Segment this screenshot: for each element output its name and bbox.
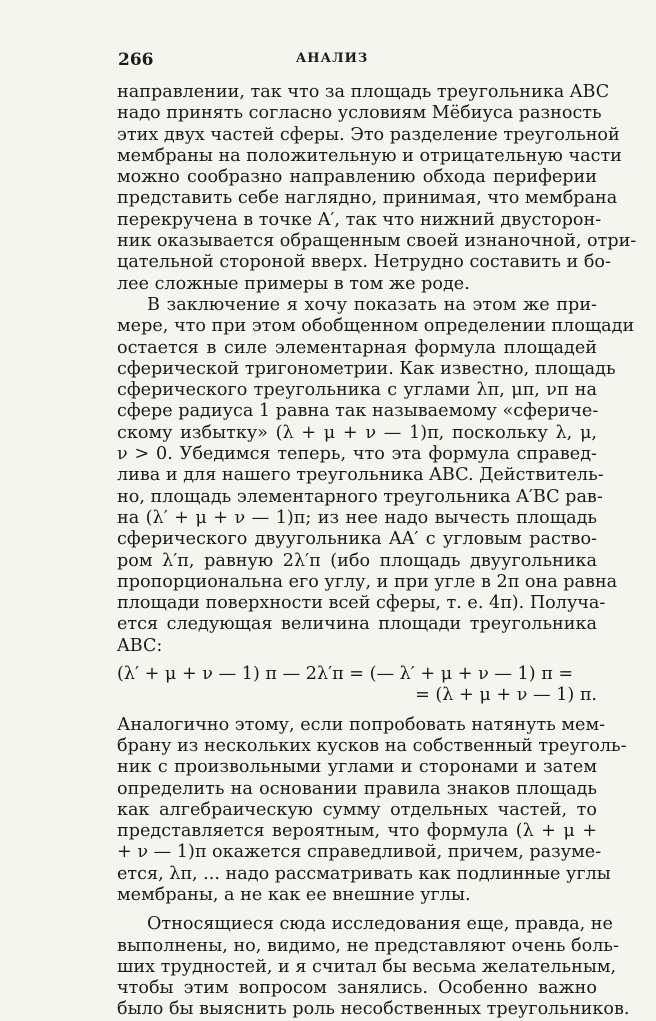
- text-line: представляется вероятным, что формула (λ + μ +: [117, 821, 597, 842]
- text-line: пропорциональна его углу, и при угле в 2π она равна: [117, 571, 618, 592]
- text-line: ник с произвольными углами и сторонами и затем: [117, 757, 597, 778]
- text-line: надо принять согласно условиям Мёбиуса разность: [117, 103, 602, 124]
- page-number: 266: [118, 50, 154, 70]
- text-line: направлении, так что за площадь треугольника ABC: [117, 82, 610, 102]
- text-line: но, площадь элементарного треугольника A′BC рав-: [117, 486, 603, 507]
- text-line: определить на основании правила знаков площадь: [117, 778, 597, 799]
- text-line: ν > 0. Убедимся теперь, что эта формула справед-: [117, 444, 597, 465]
- text-line: можно сообразно направлению обхода периферии: [117, 167, 597, 188]
- text-line: лее сложные примеры в том же роде.: [117, 273, 470, 294]
- text-line: + ν — 1)π окажется справедливой, причем, разуме-: [117, 842, 602, 863]
- text-line: на (λ′ + μ + ν — 1)π; из нее надо вычесть площадь: [117, 507, 597, 528]
- text-line: выполнены, но, видимо, не представляют очень боль-: [117, 935, 619, 956]
- text-line: ется следующая величина площади треугольника: [117, 614, 597, 635]
- text-line: сферической тригонометрии. Как известно, площадь: [117, 358, 616, 379]
- formula-line: = (λ + μ + ν — 1) π.: [415, 685, 597, 706]
- text-line: лива и для нашего треугольника ABC. Действитель-: [117, 465, 604, 486]
- text-line: ших трудностей, и я считал бы весьма желательным,: [117, 956, 617, 977]
- body-text: [117, 82, 637, 1021]
- text-line: ABC:: [117, 635, 163, 656]
- text-line: брану из нескольких кусков на собственный треуголь-: [117, 735, 627, 756]
- text-line: остается в силе элементарная формула площадей: [117, 337, 597, 358]
- text-line: Относящиеся сюда исследования еще, правда, не: [147, 914, 613, 935]
- text-line: сфере радиуса 1 равна так называемому «сфериче-: [117, 401, 599, 422]
- text-line: скому избытку» (λ + μ + ν — 1)π, поскольку λ, μ,: [117, 422, 597, 443]
- text-line: площади поверхности всей сферы, т. е. 4π). Получа-: [117, 593, 606, 614]
- text-line: ется, λπ, ... надо рассматривать как подлинные углы: [117, 863, 611, 884]
- paragraph-3: [117, 714, 627, 907]
- text-line: чтобы этим вопросом занялись. Особенно важно: [117, 978, 597, 999]
- text-line: как алгебраическую сумму отдельных частей, то: [117, 799, 597, 820]
- text-line: В заключение я хочу показать на этом же при-: [147, 294, 597, 315]
- text-line: ник оказывается обращенным своей изнаночной, отри-: [117, 231, 637, 252]
- text-line: мембраны, а не как ее внешние углы.: [117, 884, 471, 905]
- text-line: цательной стороной вверх. Нетрудно составить и бо-: [117, 252, 611, 273]
- text-line: мере, что при этом обобщенном определении площади: [117, 316, 635, 337]
- text-line: мембраны на положительную и отрицательную части: [117, 145, 622, 166]
- formula: [117, 664, 597, 707]
- text-line: было бы выяснить роль несобственных треугольников.: [117, 999, 630, 1020]
- paragraph-2: [117, 294, 635, 657]
- text-line: сферического двуугольника AA′ с угловым раство-: [117, 529, 597, 550]
- text-line: представить себе наглядно, принимая, что мембрана: [117, 188, 618, 209]
- paragraph-4: [117, 914, 630, 1020]
- running-title: АНАЛИЗ: [295, 51, 369, 66]
- text-line: сферического треугольника с углами λπ, μπ, νπ на: [117, 380, 597, 401]
- text-line: этих двух частей сферы. Это разделение треугольной: [117, 124, 620, 145]
- text-line: ром λ′π, равную 2λ′π (ибо площадь двуугольника: [117, 550, 597, 571]
- paragraph-1: [117, 82, 637, 295]
- formula-line: (λ′ + μ + ν — 1) π — 2λ′π = (— λ′ + μ + ν — 1) π =: [117, 664, 574, 685]
- text-line: перекручена в точке A′, так что нижний двусторон-: [117, 209, 602, 230]
- text-line: Аналогично этому, если попробовать натянуть мем-: [117, 714, 606, 735]
